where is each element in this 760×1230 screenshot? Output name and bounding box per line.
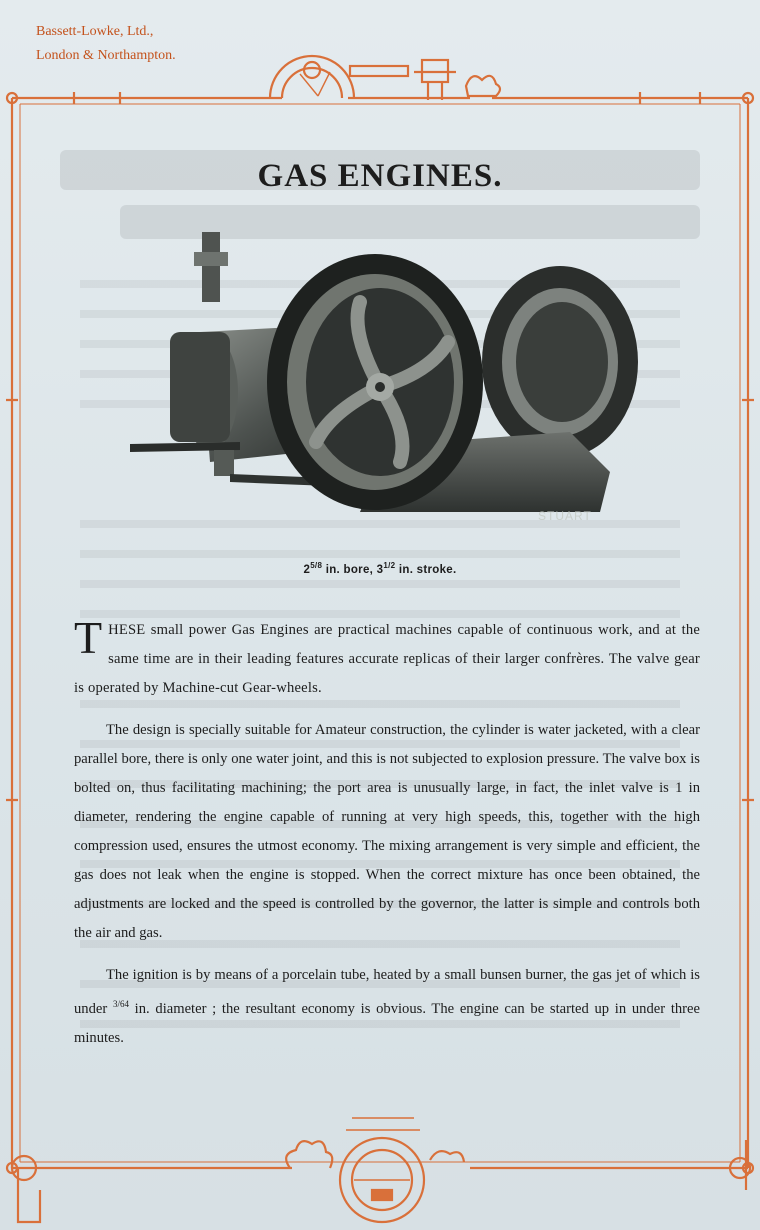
publisher-location: London & Northampton. <box>36 48 176 63</box>
engine-maker-mark: STUART <box>538 509 592 523</box>
bore-fraction: 5/8 <box>310 561 323 570</box>
stroke-fraction: 1/2 <box>383 561 396 570</box>
bore-text: in. bore, <box>322 563 377 576</box>
paragraph-intro <box>74 612 700 703</box>
gas-engine-illustration <box>130 212 650 557</box>
bore-whole: 2 <box>303 563 311 576</box>
jet-fraction: 3/64 <box>112 999 129 1009</box>
image-caption <box>0 561 760 576</box>
page-title: GAS ENGINES. <box>257 158 503 194</box>
paragraph-ignition <box>74 961 700 1053</box>
body-text <box>74 612 700 1066</box>
paragraph-design: The design is specially suitable for Amateur construction, the cylinder is water jacketed, with a clear parallel bore, there is only one water joint, and this is not subjected to explosion pressure. The valve box is bolted on, thus facilitating machining; the port area is unusually large, in fact, the inlet valve is 1 in diameter, rendering the engine capable of running at very high speeds, this, together with the high compression used, ensures the utmost economy. The mixing arrangement is very simple and efficient, the gas does not leak when the engine is stopped. When the correct mixture has once been obtained, the adjustments are locked and the speed is controlled by the governor, the latter is simple and controls both the air and gas. <box>74 722 700 941</box>
paragraph-ignition-a: The ignition is by means of a porcelain tube, heated by a small bunsen burner, the gas jet of which is under <box>74 967 700 1017</box>
stroke-text: in. stroke. <box>395 563 457 576</box>
publisher-block <box>36 20 176 68</box>
paragraph-intro-text: HESE small power Gas Engines are practical machines capable of continuous work, and at the same time are in their leading features accurate replicas of their larger confrères. The valve gear is operated by Machine-cut Gear-wheels. <box>74 622 700 696</box>
stroke-whole: 3 <box>376 563 384 576</box>
publisher-name: Bassett-Lowke, Ltd., <box>36 24 154 39</box>
drop-cap: T <box>74 612 103 663</box>
paragraph-ignition-b: in. diameter ; the resultant economy is obvious. The engine can be started up in under three minutes. <box>74 1000 700 1046</box>
